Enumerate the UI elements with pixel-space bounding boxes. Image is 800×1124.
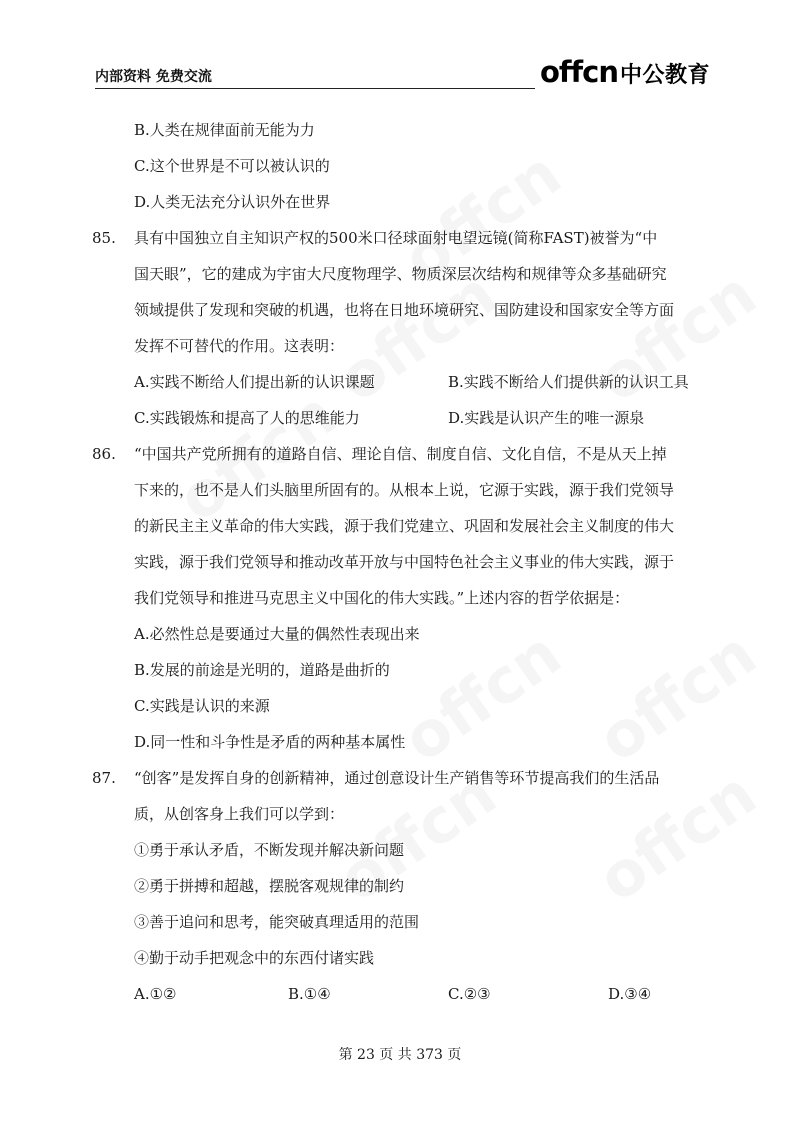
option-b: B.发展的前途是光明的，道路是曲折的 [134,661,390,679]
statement-1: ①勇于承认矛盾，不断发现并解决新问题 [134,841,405,859]
question-stem-line: “中国共产党所拥有的道路自信、理论自信、制度自信、文化自信，不是从天上掉 [134,445,667,463]
logo-latin: offcn [540,55,618,89]
page-number: 第 23 页 共 373 页 [338,1047,462,1063]
question-stem-line: 实践，源于我们党领导和推动改革开放与中国特色社会主义事业的伟大实践，源于 [134,553,675,571]
question-stem-line: 发挥不可替代的作用。这表明： [134,337,345,355]
question-stem-line: 下来的，也不是人们头脑里所固有的。从根本上说，它源于实践，源于我们党领导 [134,481,675,499]
logo-cn: 中公教育 [620,63,711,88]
watermark [585,617,769,776]
option-a: A.必然性总是要通过大量的偶然性表现出来 [134,625,420,643]
question-stem-line: 质，从创客身上我们可以学到： [134,805,345,823]
question-stem-line: 领域提供了发现和突破的机遇，也将在日地环境研究、国防建设和国家安全等方面 [134,301,675,319]
header-rule [95,88,535,89]
option-d: D.③④ [608,985,652,1003]
option-d: D.人类无法充分认识外在世界 [134,193,331,211]
question-stem-line: “创客”是发挥自身的创新精神，通过创意设计生产销售等环节提高我们的生活品 [134,769,660,787]
option-c: C.②③ [448,985,491,1003]
question-number: 85. [92,229,116,247]
statement-3: ③善于追问和思考，能突破真理适用的范围 [134,913,420,931]
offcn-logo [540,55,711,89]
option-d: D.实践是认识产生的唯一源泉 [448,409,645,427]
statement-4: ④勤于动手把观念中的东西付诸实践 [134,949,375,967]
option-c: C.实践锻炼和提高了人的思维能力 [134,409,360,427]
question-stem-line: 我们党领导和推进马克思主义中国化的伟大实践。”上述内容的哲学依据是： [134,589,630,607]
option-b: B.①④ [288,985,331,1003]
statement-2: ②勇于拼搏和超越，摆脱客观规律的制约 [134,877,405,895]
option-b: B.实践不断给人们提供新的认识工具 [448,373,689,391]
question-number: 86. [92,445,116,463]
option-b: B.人类在规律面前无能为力 [134,121,315,139]
option-d: D.同一性和斗争性是矛盾的两种基本属性 [134,733,406,751]
option-a: A.实践不断给人们提出新的认识课题 [134,373,375,391]
option-a: A.①② [134,985,177,1003]
header-label: 内部资料 免费交流 [95,69,212,85]
question-stem-line: 国天眼”，它的建成为宇宙大尺度物理学、物质深层次结构和规律等众多基础研究 [134,265,667,283]
question-number: 87. [92,769,116,787]
question-stem-line: 具有中国独立自主知识产权的500米口径球面射电望远镜(简称FAST)被誉为“中 [134,229,658,247]
question-stem-line: 的新民主主义革命的伟大实践，源于我们党建立、巩固和发展社会主义制度的伟大 [134,517,675,535]
option-c: C.实践是认识的来源 [134,697,270,715]
option-c: C.这个世界是不可以被认识的 [134,157,330,175]
